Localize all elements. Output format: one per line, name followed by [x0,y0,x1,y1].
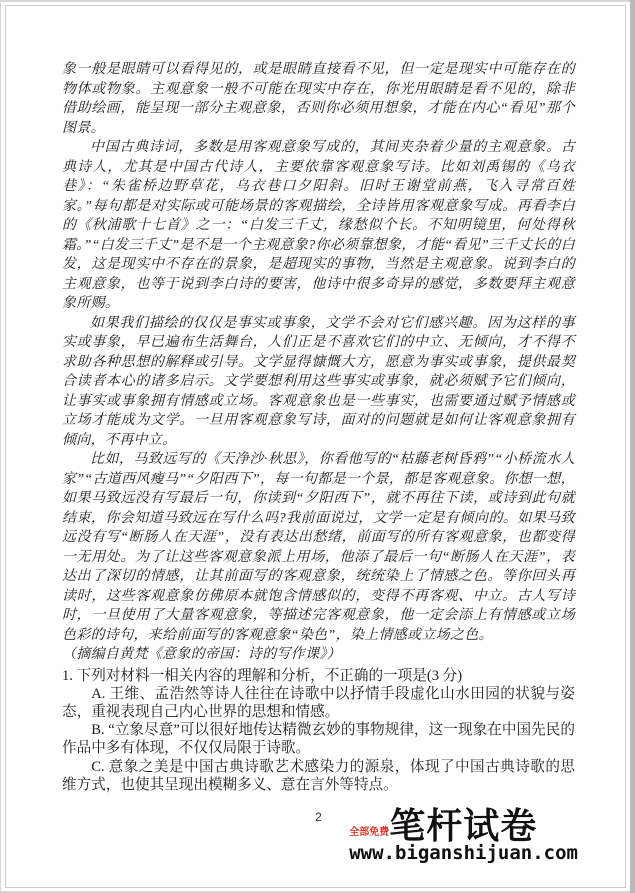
material-paragraph: 中国古典诗词，多数是用客观意象写成的，其间夹杂着少量的主观意象。古典诗人，尤其是中国古代诗人，主要依靠客观意象写诗。比如刘禹锡的《乌衣巷》：“朱雀桥边野草花，乌衣巷口夕阳斜。旧时王谢堂前燕，飞入寻常百姓家。”每句都是对实际或可能场景的客观描绘，全诗皆用客观意象写成。再看李白的《秋浦歌十七首》之一：“白发三千丈，缘愁似个长。不知明镜里，何处得秋霜。”“白发三千丈”是不是一个主观意象?你必须靠想象，才能“看见”三千丈长的白发，这是现实中不存在的景象，是超现实的事物，当然是主观意象。说到李白的主观意象，也等于说到李白诗的要害，他诗中很多奇异的感觉，多数要拜主观意象所赐。 [62,140,575,311]
material-paragraph: 比如，马致远写的《天净沙·秋思》，你看他写的“枯藤老树昏鸦”“小桥流水人家”“古道西风瘦马”“夕阳西下”，每一句都是一个景，都是客观意象。你想一想，如果马致远没有写最后一句，你读到“夕阳西下”，就不再往下读，或诗到此句就结束，你会知道马致远在写什么吗?我前面说过，文学一定是有倾向的。如果马致远没有写“断肠人在天涯”，没有表达出愁绪，前面写的所有客观意象，也都变得一无用处。为了让这些客观意象派上用场，他添了最后一句“断肠人在天涯”，表达出了深切的情感，让其前面写的客观意象，统统染上了情感之色。等你回头再读时，这些客观意象仿佛原本就饱含情感似的，变得不再客观、中立。古人写诗时，一旦使用了大量客观意象，等描述完客观意象，他一定会添上有情感或立场色彩的诗句，来给前面写的客观意象“染色”，染上情感或立场之色。 [62,452,575,643]
page-content [62,60,575,794]
watermark [349,805,578,864]
viewer-top-edge [0,0,635,2]
question-1-option-a: A. 王维、孟浩然等诗人往往在诗歌中以抒情手段虚化山水田园的状貌与姿态，重视表现自己内心世界的思想和情感。 [62,685,575,720]
material-paragraph: 如果我们描绘的仅仅是事实或事象，文学不会对它们感兴趣。因为这样的事实或事象，早已遍布生活舞台，人们正是不喜欢它们的中立、无倾向，才不得不求助各种思想的解释或引导。文学显得慷慨大方，愿意为事实或事象，提供最契合读者本心的诸多启示。文学要想利用这些事实或事象，就必须赋予它们倾向，让事实或事象拥有情感或立场。客观意象也是一些事实，也需要通过赋予情感或立场才能成为文学。一旦用客观意象写诗，面对的问题就是如何让客观意象拥有倾向，不再中立。 [62,315,575,448]
question-1-option-b: B. “立象尽意”可以很好地传达精微玄妙的事物规律，这一现象在中国先民的作品中多有体现，不仅仅局限于诗歌。 [62,722,575,757]
material-paragraph: 象一般是眼睛可以看得见的，或是眼睛直接看不见，但一定是现实中可能存在的物体或物象。主观意象一般不可能在现实中存在，你光用眼睛是看不见的，除非借助绘画，能呈现一部分主观意象，否则你必须用想象，才能在内心“看见”那个图景。 [62,62,575,136]
material-text-section [62,60,575,665]
viewer-right-edge-strip [630,0,635,893]
watermark-url: www.biganshijuan.com [349,842,578,864]
question-section [62,667,575,794]
question-1-option-c: C. 意象之美是中国古典诗歌艺术感染力的源泉，体现了中国古典诗歌的思维方式，也使其呈现出模糊多义、意在言外等特点。 [62,758,575,793]
source-citation: （摘编自黄梵《意象的帝国：诗的写作课》） [62,647,341,662]
watermark-free-label: 全部免费 [349,827,390,838]
viewer-left-edge [0,0,1,893]
watermark-brand-text: 笔杆试卷 [389,805,538,846]
question-1-stem: 1. 下列对材料一相关内容的理解和分析，不正确的一项是(3 分) [62,667,463,684]
page-number: 2 [315,810,322,824]
